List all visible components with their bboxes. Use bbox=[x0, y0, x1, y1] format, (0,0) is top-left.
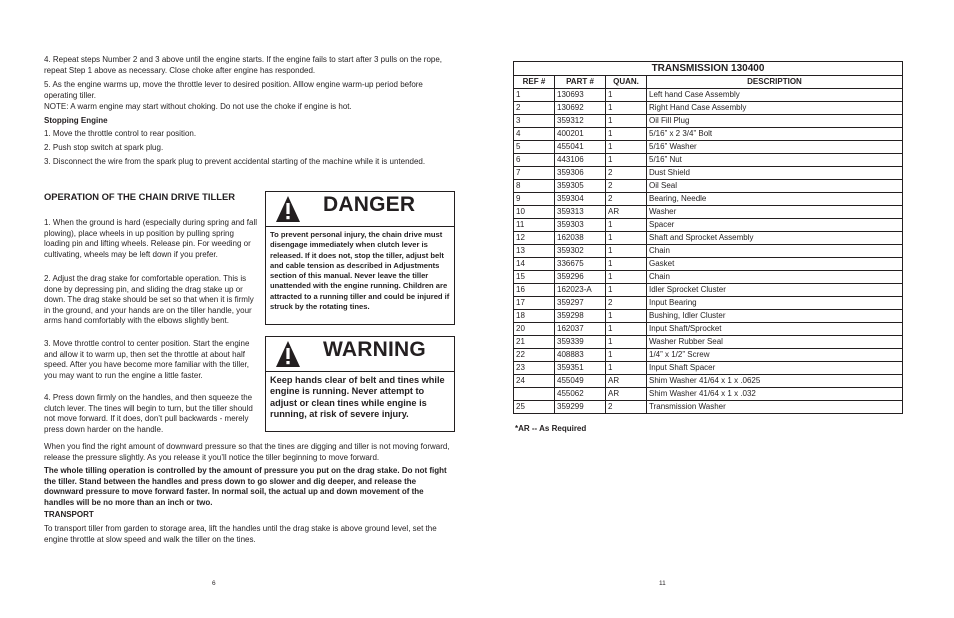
table-cell: 400201 bbox=[555, 128, 606, 141]
table-row bbox=[514, 115, 903, 128]
table-cell: 23 bbox=[514, 362, 555, 375]
table-cell: 1 bbox=[606, 323, 647, 336]
stopping-step-3: 3. Disconnect the wire from the spark plug to prevent accidental starting of the machine while it is untended. bbox=[44, 157, 426, 166]
table-cell: 24 bbox=[514, 375, 555, 388]
table-cell: 1 bbox=[606, 362, 647, 375]
table-cell: 359296 bbox=[555, 271, 606, 284]
table-cell: Spacer bbox=[647, 219, 903, 232]
table-cell: 359312 bbox=[555, 115, 606, 128]
table-cell: Left hand Case Assembly bbox=[647, 89, 903, 102]
table-row bbox=[514, 206, 903, 219]
table-cell: Right Hand Case Assembly bbox=[647, 102, 903, 115]
table-cell: 18 bbox=[514, 310, 555, 323]
parts-table bbox=[513, 61, 903, 414]
table-row bbox=[514, 89, 903, 102]
warning-box-header bbox=[266, 337, 454, 372]
table-cell: 22 bbox=[514, 349, 555, 362]
table-cell: Idler Sprocket Cluster bbox=[647, 284, 903, 297]
table-cell: 443106 bbox=[555, 154, 606, 167]
table-cell: 359304 bbox=[555, 193, 606, 206]
table-row bbox=[514, 271, 903, 284]
table-cell: Bushing, Idler Cluster bbox=[647, 310, 903, 323]
table-cell: 162037 bbox=[555, 323, 606, 336]
table-row bbox=[514, 362, 903, 375]
table-cell: 1 bbox=[606, 245, 647, 258]
column-header: PART # bbox=[555, 76, 606, 89]
table-cell: 455049 bbox=[555, 375, 606, 388]
table-row bbox=[514, 375, 903, 388]
table-cell: 4 bbox=[514, 128, 555, 141]
table-cell: 1 bbox=[606, 271, 647, 284]
operation-step-1: 1. When the ground is hard (especially during spring and fall plowing), place wheels in up position by pulling spring loading pin and lifting wheels. Release pin. For weeding or cultivating, wheels may be left down if you prefer. bbox=[44, 218, 258, 259]
table-cell: 1 bbox=[606, 336, 647, 349]
operation-step-3: 3. Move throttle control to center position. Start the engine and allow it to warm up, then set the throttle at about half speed. After you have become more familiar with the tiller, you may want to run the engine a little faster. bbox=[44, 339, 250, 380]
table-cell bbox=[514, 388, 555, 401]
table-cell: 336675 bbox=[555, 258, 606, 271]
table-cell: AR bbox=[606, 375, 647, 388]
table-cell: 359297 bbox=[555, 297, 606, 310]
table-cell: 2 bbox=[606, 297, 647, 310]
column-header: DESCRIPTION bbox=[647, 76, 903, 89]
table-cell: 455041 bbox=[555, 141, 606, 154]
table-cell: 359313 bbox=[555, 206, 606, 219]
operation-step-4: 4. Press down firmly on the handles, and then squeeze the clutch lever. The tines will begin to turn, but the tiller should not move forward. If it does, don’t pull backwards - merely press down harder on the handle. bbox=[44, 393, 253, 434]
table-cell: 130692 bbox=[555, 102, 606, 115]
table-cell: 2 bbox=[606, 401, 647, 414]
table-cell: 7 bbox=[514, 167, 555, 180]
table-cell: 11 bbox=[514, 219, 555, 232]
table-cell: 1 bbox=[514, 89, 555, 102]
table-cell: Gasket bbox=[647, 258, 903, 271]
note-paragraph: NOTE: A warm engine may start without choking. Do not use the choke if engine is hot. bbox=[44, 102, 352, 111]
table-cell: Input Shaft/Sprocket bbox=[647, 323, 903, 336]
table-cell: 1 bbox=[606, 128, 647, 141]
column-header: REF # bbox=[514, 76, 555, 89]
parts-table-body bbox=[514, 89, 903, 414]
table-cell: 359303 bbox=[555, 219, 606, 232]
table-cell: 1 bbox=[606, 349, 647, 362]
table-cell: 1 bbox=[606, 154, 647, 167]
table-cell: 1 bbox=[606, 115, 647, 128]
danger-warning-triangle-icon bbox=[275, 195, 301, 223]
table-row bbox=[514, 349, 903, 362]
danger-box bbox=[265, 191, 455, 325]
table-row bbox=[514, 219, 903, 232]
table-cell: Input Shaft Spacer bbox=[647, 362, 903, 375]
table-cell: 17 bbox=[514, 297, 555, 310]
column-header: QUAN. bbox=[606, 76, 647, 89]
warning-text: Keep hands clear of belt and tines while engine is running. Never attempt to adjust or clean tines while engine is running, at risk of severe injury. bbox=[270, 375, 445, 419]
table-cell: 10 bbox=[514, 206, 555, 219]
table-cell: 162023-A bbox=[555, 284, 606, 297]
table-cell: 5 bbox=[514, 141, 555, 154]
danger-box-header bbox=[266, 192, 454, 227]
table-cell: 359302 bbox=[555, 245, 606, 258]
table-cell: Transmission Washer bbox=[647, 401, 903, 414]
danger-title: DANGER bbox=[323, 193, 416, 216]
table-cell: 359351 bbox=[555, 362, 606, 375]
table-cell: 455062 bbox=[555, 388, 606, 401]
table-row bbox=[514, 180, 903, 193]
transport-paragraph: To transport tiller from garden to storage area, lift the handles until the drag stake is above ground level, set the engine throttle at slow speed and walk the tiller on the tines. bbox=[44, 524, 437, 544]
right-page-number: 11 bbox=[659, 580, 666, 587]
table-cell: 20 bbox=[514, 323, 555, 336]
left-page-number: 6 bbox=[212, 580, 216, 587]
table-cell: 2 bbox=[514, 102, 555, 115]
table-cell: Chain bbox=[647, 245, 903, 258]
stopping-step-1: 1. Move the throttle control to rear position. bbox=[44, 129, 197, 138]
table-cell: Dust Shield bbox=[647, 167, 903, 180]
stopping-engine-heading: Stopping Engine bbox=[44, 116, 108, 125]
table-cell: 162038 bbox=[555, 232, 606, 245]
table-cell: 12 bbox=[514, 232, 555, 245]
table-cell: 1 bbox=[606, 219, 647, 232]
table-row bbox=[514, 167, 903, 180]
table-cell: 359299 bbox=[555, 401, 606, 414]
table-cell: 16 bbox=[514, 284, 555, 297]
warning-box bbox=[265, 336, 455, 432]
table-cell: 359305 bbox=[555, 180, 606, 193]
table-cell: 1 bbox=[606, 258, 647, 271]
table-row bbox=[514, 102, 903, 115]
table-cell: Input Bearing bbox=[647, 297, 903, 310]
table-cell: 21 bbox=[514, 336, 555, 349]
table-cell: Washer Rubber Seal bbox=[647, 336, 903, 349]
table-cell: 1 bbox=[606, 310, 647, 323]
table-row bbox=[514, 154, 903, 167]
table-cell: Shim Washer 41/64 x 1 x .0625 bbox=[647, 375, 903, 388]
table-row bbox=[514, 388, 903, 401]
table-cell: Shaft and Sprocket Assembly bbox=[647, 232, 903, 245]
table-row bbox=[514, 336, 903, 349]
table-cell: 14 bbox=[514, 258, 555, 271]
table-cell: 408883 bbox=[555, 349, 606, 362]
table-cell: 13 bbox=[514, 245, 555, 258]
table-cell: 5/16” Nut bbox=[647, 154, 903, 167]
transport-heading: TRANSPORT bbox=[44, 510, 94, 519]
table-row bbox=[514, 401, 903, 414]
table-cell: 6 bbox=[514, 154, 555, 167]
table-cell: 5/16” Washer bbox=[647, 141, 903, 154]
as-required-footnote: *AR -- As Required bbox=[515, 424, 587, 433]
warning-triangle-icon bbox=[275, 340, 301, 368]
table-cell: 1 bbox=[606, 89, 647, 102]
table-row bbox=[514, 258, 903, 271]
table-cell: 359298 bbox=[555, 310, 606, 323]
table-cell: Oil Seal bbox=[647, 180, 903, 193]
table-cell: 1 bbox=[606, 102, 647, 115]
table-row bbox=[514, 284, 903, 297]
table-cell: 2 bbox=[606, 193, 647, 206]
table-cell: AR bbox=[606, 388, 647, 401]
stopping-step-2: 2. Push stop switch at spark plug. bbox=[44, 143, 164, 152]
table-cell: 359339 bbox=[555, 336, 606, 349]
table-cell: 1/4” x 1/2” Screw bbox=[647, 349, 903, 362]
table-cell: 5/16” x 2 3/4” Bolt bbox=[647, 128, 903, 141]
step-5-paragraph: 5. As the engine warms up, move the throttle lever to desired position. Alllow engine warm-up period before operating tiller. bbox=[44, 80, 423, 100]
parts-table-header-row bbox=[514, 76, 903, 89]
operation-heading: OPERATION OF THE CHAIN DRIVE TILLER bbox=[44, 191, 235, 202]
step-4-paragraph: 4. Repeat steps Number 2 and 3 above until the engine starts. If the engine fails to start after 3 pulls on the rope, repeat Step 1 above as necessary. Close choke after engine has responded. bbox=[44, 55, 443, 75]
table-cell: Oil Fill Plug bbox=[647, 115, 903, 128]
table-cell: 25 bbox=[514, 401, 555, 414]
parts-table-title: TRANSMISSION 130400 bbox=[514, 62, 903, 76]
table-cell: Washer bbox=[647, 206, 903, 219]
table-cell: Chain bbox=[647, 271, 903, 284]
table-row bbox=[514, 323, 903, 336]
table-cell: Bearing, Needle bbox=[647, 193, 903, 206]
table-cell: 359306 bbox=[555, 167, 606, 180]
tilling-control-paragraph: The whole tilling operation is controlled by the amount of pressure you put on the drag stake. Do not fight the tiller. Stand between the handles and press down to go slower and dig deeper, and release the downward pressure to move forward faster. In normal soil, the actual up and down movement of the handles will be no more than an inch or two. bbox=[44, 466, 447, 507]
table-row bbox=[514, 128, 903, 141]
table-row bbox=[514, 141, 903, 154]
table-row bbox=[514, 297, 903, 310]
table-cell: 1 bbox=[606, 141, 647, 154]
table-row bbox=[514, 232, 903, 245]
table-cell: 8 bbox=[514, 180, 555, 193]
pressure-paragraph: When you find the right amount of downward pressure so that the tines are digging and tiller is not moving forward, release the pressure slightly. As you release it you’ll notice the tiller beginning to move forward. bbox=[44, 442, 450, 462]
danger-text: To prevent personal injury, the chain drive must disengage immediately when clutch lever is released. If it does not, stop the tiller, adjust belt and cable tension as described in Adjustments section of this manual. Never leave the tiller unattended with the engine running. Children are attracted to a running tiller and could be injured if struck by the rotating tines. bbox=[270, 230, 450, 312]
table-row bbox=[514, 245, 903, 258]
table-cell: Shim Washer 41/64 x 1 x .032 bbox=[647, 388, 903, 401]
table-row bbox=[514, 193, 903, 206]
table-cell: 15 bbox=[514, 271, 555, 284]
table-cell: 2 bbox=[606, 180, 647, 193]
table-cell: 2 bbox=[606, 167, 647, 180]
table-cell: 9 bbox=[514, 193, 555, 206]
table-cell: 3 bbox=[514, 115, 555, 128]
table-cell: 1 bbox=[606, 284, 647, 297]
table-cell: AR bbox=[606, 206, 647, 219]
warning-title: WARNING bbox=[323, 338, 426, 361]
table-cell: 1 bbox=[606, 232, 647, 245]
operation-step-2: 2. Adjust the drag stake for comfortable operation. This is done by depressing pin, and sliding the drag stake up or down. The drag stake should be set so that when it is firmly in the ground, and your hands are on the tiller handle, your arms hand comfortably with the elbows slightly bent. bbox=[44, 274, 254, 326]
table-row bbox=[514, 310, 903, 323]
table-cell: 130693 bbox=[555, 89, 606, 102]
